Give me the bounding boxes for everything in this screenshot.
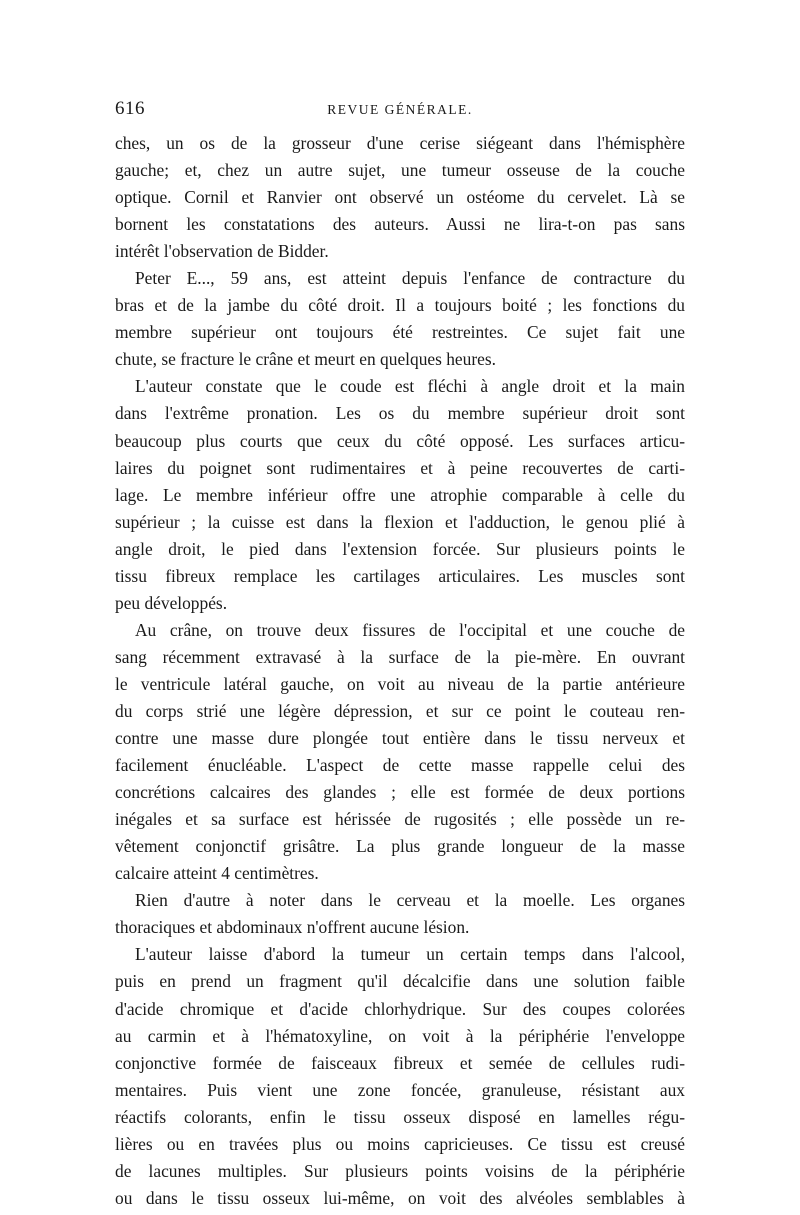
text-line: lières ou en travées plus ou moins capricieuses. Ce tissu est creusé: [115, 1133, 685, 1154]
text-line: de lacunes multiples. Sur plusieurs points voisins de la périphérie: [115, 1160, 685, 1181]
paragraph: [115, 373, 685, 616]
text-line: réactifs colorants, enfin le tissu osseux disposé en lamelles régu-: [115, 1106, 685, 1127]
text-line: bras et de la jambe du côté droit. Il a toujours boité ; les fonctions du: [115, 295, 685, 316]
text-line: chute, se fracture le crâne et meurt en quelques heures.: [115, 349, 496, 370]
text-line: L'auteur laisse d'abord la tumeur un certain temps dans l'alcool,: [135, 944, 685, 965]
text-line: supérieur ; la cuisse est dans la flexion et l'adduction, le genou plié à: [115, 511, 685, 532]
text-line: thoraciques et abdominaux n'offrent aucune lésion.: [115, 917, 470, 938]
text-line: calcaire atteint 4 centimètres.: [115, 863, 319, 884]
text-line: mentaires. Puis vient une zone foncée, granuleuse, résistant aux: [115, 1079, 685, 1100]
text-line: vêtement conjonctif grisâtre. La plus grande longueur de la masse: [115, 836, 685, 857]
text-line: d'acide chromique et d'acide chlorhydrique. Sur des coupes colorées: [115, 998, 685, 1019]
text-line: conjonctive formée de faisceaux fibreux et semée de cellules rudi-: [115, 1052, 685, 1073]
text-line: contre une masse dure plongée tout entière dans le tissu nerveux et: [115, 728, 685, 749]
text-line: inégales et sa surface est hérissée de rugosités ; elle possède un re-: [115, 809, 685, 830]
paragraph: [115, 941, 685, 1211]
text-line: tissu fibreux remplace les cartilages articulaires. Les muscles sont: [115, 565, 685, 586]
text-line: Au crâne, on trouve deux fissures de l'occipital et une couche de: [135, 619, 685, 640]
text-line: peu développés.: [115, 592, 228, 613]
body-text: [115, 130, 685, 1212]
text-line: optique. Cornil et Ranvier ont observé un ostéome du cervelet. Là se: [115, 187, 685, 208]
text-line: intérêt l'observation de Bidder.: [115, 241, 329, 262]
paragraph: [115, 887, 685, 941]
text-line: Rien d'autre à noter dans le cerveau et la moelle. Les organes: [135, 890, 685, 911]
text-line: angle droit, le pied dans l'extension forcée. Sur plusieurs points le: [115, 538, 685, 559]
text-line: facilement énucléable. L'aspect de cette masse rappelle celui des: [115, 755, 685, 776]
text-line: lage. Le membre inférieur offre une atrophie comparable à celle du: [115, 484, 685, 505]
text-line: le ventricule latéral gauche, on voit au niveau de la partie antérieure: [115, 673, 685, 694]
text-line: Peter E..., 59 ans, est atteint depuis l'enfance de contracture du: [135, 268, 685, 289]
text-line: bornent les constatations des auteurs. Aussi ne lira-t-on pas sans: [115, 214, 685, 235]
text-line: au carmin et à l'hématoxyline, on voit à la périphérie l'enveloppe: [115, 1025, 685, 1046]
page-number: 616: [115, 98, 145, 119]
paragraph: [115, 265, 685, 373]
text-line: dans l'extrême pronation. Les os du membre supérieur droit sont: [115, 403, 685, 424]
text-line: puis en prend un fragment qu'il décalcifie dans une solution faible: [115, 971, 685, 992]
page-header: [115, 98, 685, 124]
text-line: concrétions calcaires des glandes ; elle est formée de deux portions: [115, 782, 685, 803]
text-line: L'auteur constate que le coude est fléchi à angle droit et la main: [135, 376, 685, 397]
text-line: membre supérieur ont toujours été restreintes. Ce sujet fait une: [115, 322, 685, 343]
paragraph: [115, 617, 685, 887]
text-line: ou dans le tissu osseux lui-même, on voit des alvéoles semblables à: [115, 1187, 685, 1208]
text-line: gauche; et, chez un autre sujet, une tumeur osseuse de la couche: [115, 160, 685, 181]
text-line: sang récemment extravasé à la surface de la pie-mère. En ouvrant: [115, 646, 685, 667]
text-line: beaucoup plus courts que ceux du côté opposé. Les surfaces articu-: [115, 430, 685, 451]
text-line: ches, un os de la grosseur d'une cerise siégeant dans l'hémisphère: [115, 133, 685, 153]
text-line: laires du poignet sont rudimentaires et à peine recouvertes de carti-: [115, 457, 685, 478]
running-head: REVUE GÉNÉRALE.: [327, 102, 473, 117]
text-line: du corps strié une légère dépression, et sur ce point le couteau ren-: [115, 700, 685, 721]
paragraph: [115, 130, 685, 265]
